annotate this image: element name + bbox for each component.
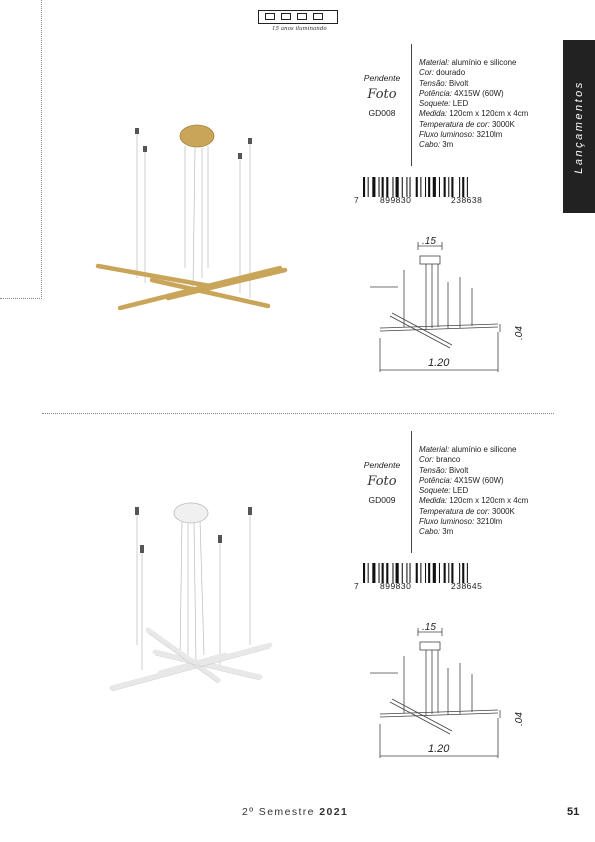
section-tab	[563, 40, 595, 213]
product-photo-gd009	[100, 495, 300, 705]
dim-height: .04	[514, 326, 525, 340]
signature-mark: Foto	[367, 87, 397, 102]
brand-logo	[258, 10, 338, 34]
product-type: Pendente	[363, 73, 401, 83]
technical-drawing-gd009	[360, 618, 530, 768]
semester-label: 2º Semestre	[242, 806, 315, 818]
spec-row: Soquete: LED	[419, 486, 469, 496]
spec-row: Tensão: Bivolt	[419, 78, 469, 88]
barcode-digit-1: 7	[354, 195, 360, 205]
section-divider	[42, 413, 554, 414]
spec-row: Fluxo luminoso: 3210lm	[419, 517, 503, 527]
spec-row: Medida: 120cm x 120cm x 4cm	[419, 109, 529, 119]
spec-list-gd009	[419, 445, 528, 538]
spec-row: Material: alumínio e silicone	[419, 58, 517, 67]
spec-row: Potência: 4X15W (60W)	[419, 475, 504, 485]
spec-divider	[411, 44, 412, 166]
barcode-digit-group-2: 238645	[451, 581, 483, 591]
barcode-digit-1: 7	[354, 581, 360, 591]
technical-drawing-gd008	[360, 232, 530, 382]
spec-row: Temperatura de cor: 3000K	[419, 119, 515, 129]
dim-width: 1.20	[428, 357, 450, 369]
dim-width: 1.20	[428, 743, 450, 755]
footer-year: 2021	[319, 806, 349, 818]
barcode-digit-group-1: 899830	[380, 195, 412, 205]
spec-divider	[411, 431, 412, 553]
product-type: Pendente	[363, 460, 401, 470]
barcode-digit-group-1: 899830	[380, 581, 412, 591]
spec-row: Fluxo luminoso: 3210lm	[419, 130, 503, 140]
page-number: 51	[567, 806, 580, 818]
dim-top: .15	[422, 622, 436, 633]
footer-semester	[242, 806, 348, 818]
barcode-bars	[363, 563, 508, 583]
spec-row: Cabo: 3m	[419, 140, 454, 150]
spec-list-gd008	[419, 58, 528, 151]
spec-row: Medida: 120cm x 120cm x 4cm	[419, 496, 529, 506]
spec-row: Soquete: LED	[419, 99, 469, 109]
spec-row: Cor: branco	[419, 455, 461, 465]
logo-mark	[258, 10, 338, 24]
signature-mark: Foto	[367, 474, 397, 489]
barcode-bars	[363, 177, 508, 197]
barcode-digit-group-2: 238638	[451, 195, 483, 205]
corner-bracket-horizontal	[0, 298, 42, 299]
spec-row: Cabo: 3m	[419, 527, 454, 537]
product-label-gd009	[352, 460, 412, 505]
spec-row: Material: alumínio e silicone	[419, 445, 517, 454]
logo-tagline: 15 anos iluminando	[272, 26, 327, 32]
product-label-gd008	[352, 73, 412, 118]
product-code: GD009	[368, 495, 396, 505]
spec-row: Temperatura de cor: 3000K	[419, 506, 515, 516]
dim-top: .15	[422, 236, 436, 247]
product-code: GD008	[368, 108, 396, 118]
spec-row: Tensão: Bivolt	[419, 465, 469, 475]
section-tab-label: Lançamentos	[573, 79, 585, 174]
lamp-bars	[98, 266, 285, 308]
spec-row: Potência: 4X15W (60W)	[419, 88, 504, 98]
corner-bracket-vertical	[41, 0, 42, 299]
spec-row: Cor: dourado	[419, 68, 466, 78]
dim-height: .04	[514, 712, 525, 726]
product-photo-gd008	[90, 118, 300, 318]
